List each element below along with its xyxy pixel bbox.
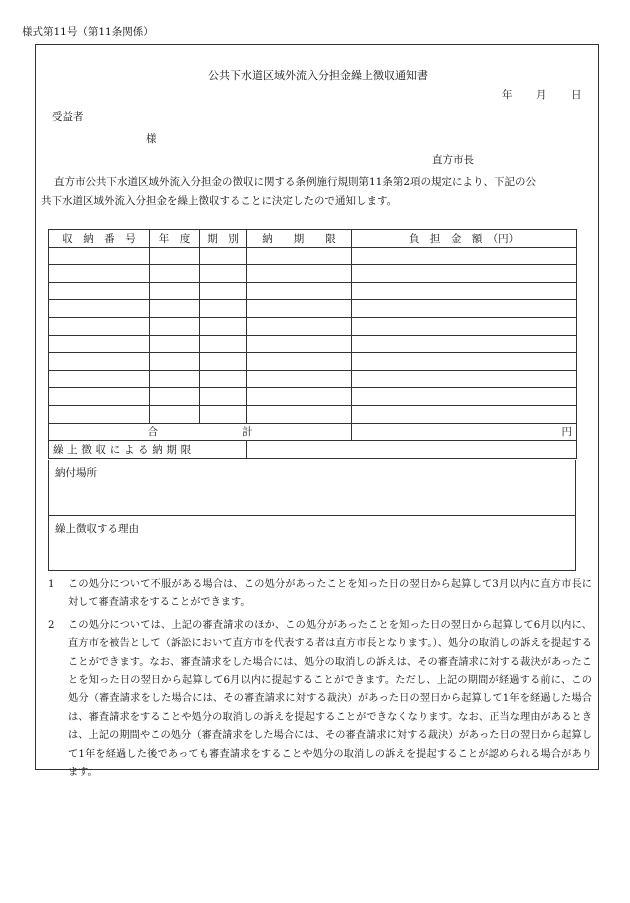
date-month-label: 月	[536, 89, 547, 101]
notice-frame	[35, 44, 599, 779]
header-receipt-number: 収 納 番 号	[49, 230, 150, 248]
table-row	[49, 282, 577, 300]
total-row	[49, 423, 577, 441]
note-number: 2	[48, 619, 55, 631]
note-text: この処分については、上記の審査請求のほか、この処分があったことを知った日の翌日から起算して6月以内に、直方市を被告として（訴訟において直方市を代表する者は直方市長となります。）、処分の取消しの訴えを提起することができます。なお、審査請求をした場合には、処分の取消しの訴えは、その審査請求に対する裁決があったことを知った日の翌日から起算して6月以内に提起することができます。ただし、上記の期間が経過する前に、この処分（審査請求をした場合には、その審査請求に対する裁決）があった日の翌日から起算して1年を経過した場合は、審査請求をすることや処分の取消しの訴えを提起することができなくなります。なお、正当な理由があるときは、上記の期間やこの処分（審査請求をした場合には、その審査請求に対する裁決）があった日の翌日から起算して1年を経過した後であっても審査請求をすることや処分の取消しの訴えを提起することが認められる場合があります。	[68, 619, 592, 779]
advance-due-value	[247, 441, 577, 459]
reason-label: 繰上徴収する理由	[55, 523, 139, 535]
document-title: 公共下水道区域外流入分担金繰上徴収通知書	[208, 69, 428, 82]
form-number-label: 様式第11号（第11条関係）	[22, 26, 154, 38]
table-row	[49, 317, 577, 335]
note-text: この処分について不服がある場合は、この処分があったことを知った日の翌日から起算して3月以内に直方市長に対して審査請求をすることができます。	[68, 579, 592, 609]
table-row	[49, 388, 577, 406]
note-item	[48, 576, 592, 613]
note-number: 1	[48, 579, 55, 590]
body-text-line-2: 共下水道区域外流入分担金を繰上徴収することに決定したので通知します。	[41, 195, 398, 207]
advance-due-row	[49, 441, 577, 459]
collection-table	[48, 229, 577, 459]
header-fiscal-year: 年 度	[150, 230, 200, 248]
notes-section	[36, 576, 592, 782]
header-amount: 負 担 金 額 （円）	[352, 230, 577, 248]
total-label: 合 計	[49, 423, 352, 441]
note-item	[48, 617, 592, 783]
table-row	[49, 370, 577, 388]
table-row	[49, 335, 577, 353]
table-row	[49, 300, 577, 318]
recipient-label: 受益者	[52, 111, 84, 123]
payment-place-box	[48, 460, 576, 516]
table-row	[49, 353, 577, 371]
body-text-line-1: 直方市公共下水道区域外流入分担金の徴収に関する条例施行規則第11条第2項の規定により、下記の公	[54, 176, 537, 188]
table-row	[49, 405, 577, 423]
payment-place-label: 納付場所	[55, 467, 97, 479]
header-period: 期 別	[200, 230, 247, 248]
reason-box	[48, 516, 576, 571]
date-day-label: 日	[571, 89, 582, 101]
date-year-label: 年	[502, 89, 513, 101]
table-row	[49, 247, 577, 265]
table-header-row	[49, 230, 577, 248]
header-due-date: 納 期 限	[247, 230, 352, 248]
total-amount-unit: 円	[352, 423, 577, 441]
issuer-name: 直方市長	[432, 154, 474, 166]
honorific-label: 様	[146, 133, 157, 145]
table-row	[49, 265, 577, 283]
advance-due-label: 繰上徴収による納期限	[49, 441, 247, 459]
